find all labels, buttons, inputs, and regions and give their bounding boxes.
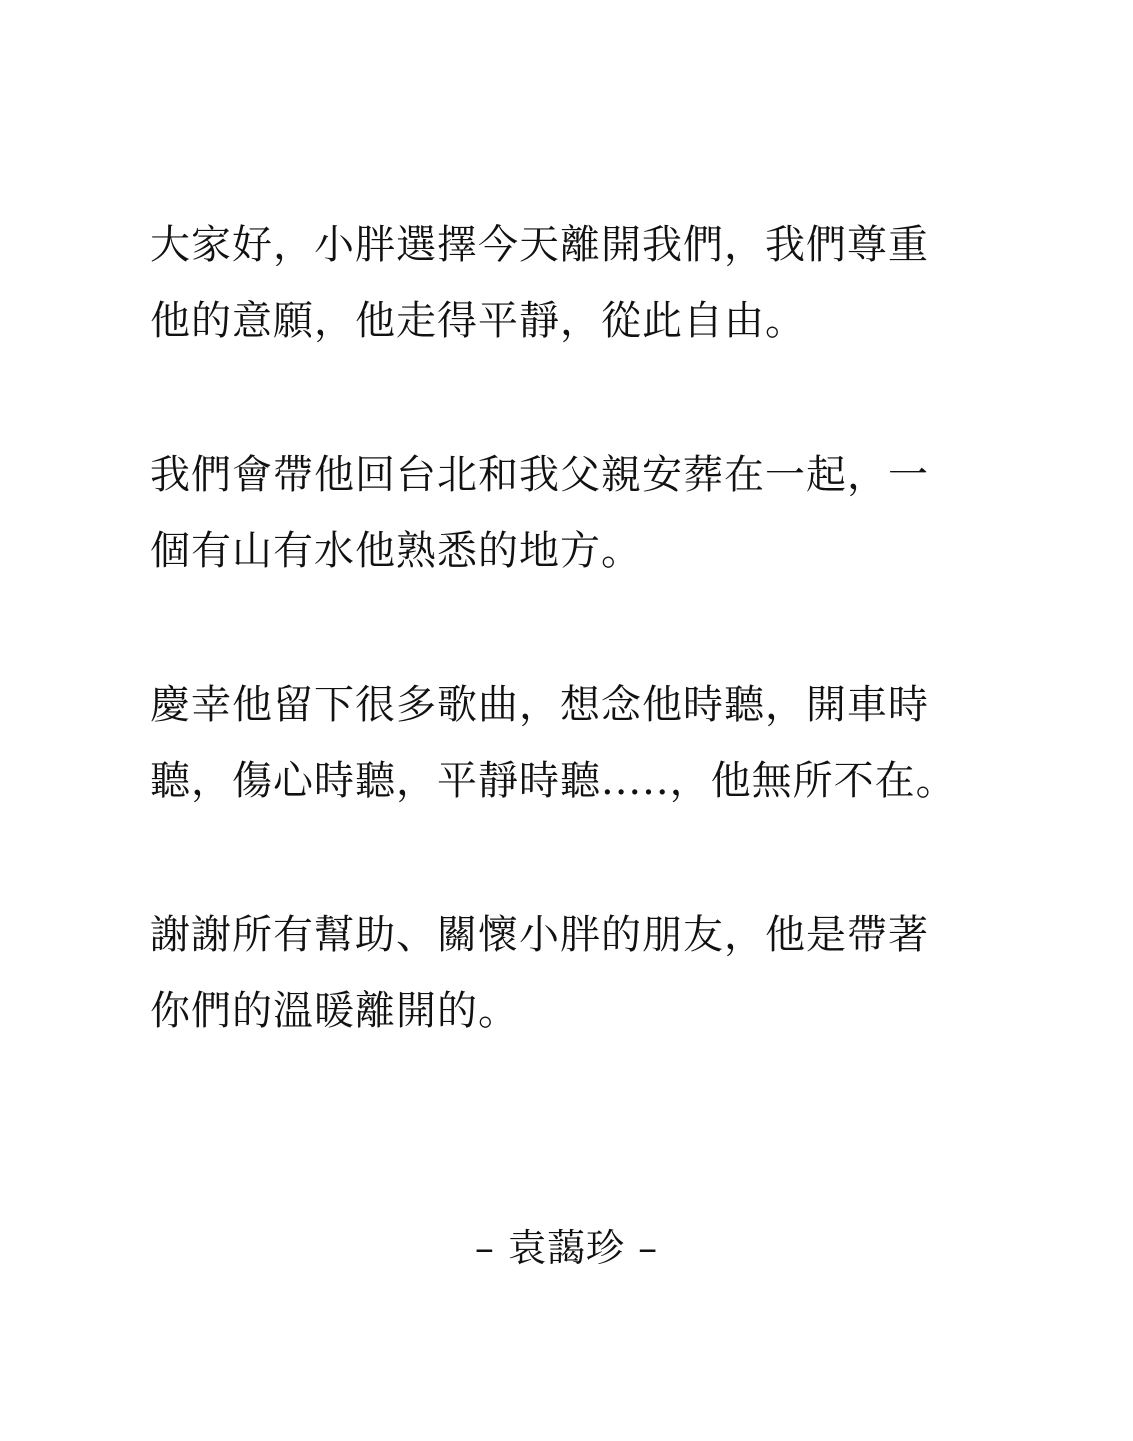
paragraph-2: [150, 437, 980, 589]
paragraph-4-line-2: 你們的溫暖離開的。: [150, 988, 519, 1034]
paragraph-3: [150, 667, 980, 819]
paragraph-4-line-1: 謝謝所有幫助、關懷小胖的朋友，他是帶著: [150, 912, 929, 958]
paragraph-2-line-2: 個有山有水他熟悉的地方。: [150, 528, 642, 574]
paragraph-1-line-2: 他的意願，他走得平靜，從此自由。: [150, 298, 806, 344]
paragraph-3-line-2: 聽，傷心時聽，平靜時聽.....，他無所不在。: [150, 758, 957, 804]
paragraph-3-line-1: 慶幸他留下很多歌曲，想念他時聽，開車時: [150, 682, 929, 728]
paragraph-1: [150, 207, 980, 359]
paragraph-2-line-1: 我們會帶他回台北和我父親安葬在一起，一: [150, 452, 929, 498]
signature: – 袁藹珍 –: [474, 1226, 659, 1270]
paragraph-1-line-1: 大家好，小胖選擇今天離開我們，我們尊重: [150, 222, 929, 268]
paragraph-4: [150, 897, 980, 1049]
